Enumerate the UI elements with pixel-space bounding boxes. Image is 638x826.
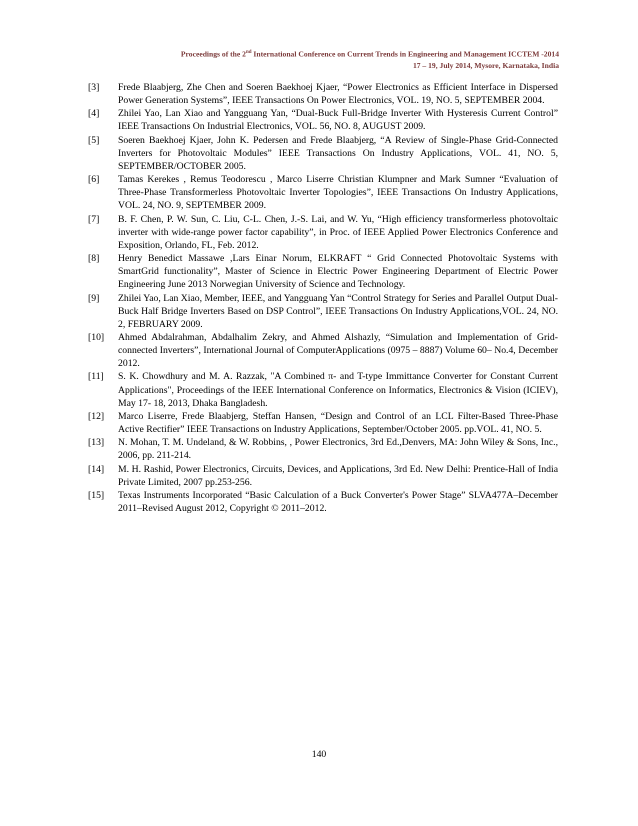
reference-text: S. K. Chowdhury and M. A. Razzak, "A Combined π- and T-type Immittance Converter for Constant Current Applications", Proceedings of the IEEE International Conference on Informatics, Electronics & Vision (ICIEV), May 17- 18, 2013, Dhaka Bangladesh. bbox=[118, 371, 558, 409]
reference-number: [9] bbox=[88, 292, 100, 304]
reference-number: [4] bbox=[88, 108, 100, 120]
reference-text: M. H. Rashid, Power Electronics, Circuits, Devices, and Applications, 3rd Ed. New Delhi: Prentice-Hall of India Private Limited, 2007 pp.253-256. bbox=[118, 463, 558, 488]
reference-number: [11] bbox=[88, 371, 104, 383]
reference-item bbox=[88, 107, 558, 133]
reference-item bbox=[88, 410, 558, 436]
reference-text: N. Mohan, T. M. Undeland, & W. Robbins, , Power Electronics, 3rd Ed.,Denvers, MA: John Wiley & Sons, Inc., 2006, pp. 211-214. bbox=[118, 437, 558, 462]
reference-item bbox=[88, 370, 558, 409]
reference-item bbox=[88, 213, 558, 252]
reference-text: Texas Instruments Incorporated “Basic Calculation of a Buck Converter's Power Stage” SLVA477A–December 2011–Revised August 2012, Copyright © 2011–2012. bbox=[118, 489, 558, 514]
reference-item bbox=[88, 463, 558, 489]
reference-item bbox=[88, 173, 558, 212]
reference-list bbox=[88, 81, 558, 515]
reference-text: Frede Blaabjerg, Zhe Chen and Soeren Baekhoej Kjaer, “Power Electronics as Efficient Interface in Dispersed Power Generation Systems”, IEEE Transactions On Power Electronics, VOL. 19, NO. 5, SEPTEMBER 2004. bbox=[118, 82, 558, 107]
reference-text: B. F. Chen, P. W. Sun, C. Liu, C-L. Chen, J.-S. Lai, and W. Yu, “High efficiency transformerless photovoltaic inverter with wide-range power factor capability”, in Proc. of IEEE Applied Power Electronics Conference and Exposition, Orlando, FL, Feb. 2012. bbox=[118, 213, 558, 251]
reference-item bbox=[88, 489, 558, 515]
reference-number: [7] bbox=[88, 213, 100, 225]
reference-text: Marco Liserre, Frede Blaabjerg, Steffan Hansen, “Design and Control of an LCL Filter-Based Three-Phase Active Rectifier” IEEE Transactions on Industry Applications, September/October 2005. pp.VOL. 41, NO. 5. bbox=[118, 410, 558, 436]
reference-text: Zhilei Yao, Lan Xiao, Member, IEEE, and Yangguang Yan “Control Strategy for Series and Parallel Output Dual-Buck Half Bridge Inverters Based on DSP Control”, IEEE Transactions On Industry Applications,VOL. 24, NO. 2, FEBRUARY 2009. bbox=[118, 292, 558, 330]
reference-number: [8] bbox=[88, 253, 100, 265]
page-number: 140 bbox=[311, 749, 327, 760]
reference-text: Tamas Kerekes , Remus Teodorescu , Marco Liserre Christian Klumpner and Mark Sumner “Evaluation of Three-Phase Transformerless Photovoltaic Inverter Topologies”, IEEE Transactions On Industry Applications, VOL. 24, NO. 9, SEPTEMBER 2009. bbox=[118, 174, 558, 212]
reference-number: [13] bbox=[88, 437, 105, 449]
reference-number: [10] bbox=[88, 331, 105, 343]
reference-number: [3] bbox=[88, 82, 100, 93]
reference-text: Zhilei Yao, Lan Xiao and Yangguang Yan, “Dual-Buck Full-Bridge Inverter With Hysteresis Current Control” IEEE Transactions On Industrial Electronics, VOL. 56, NO. 8, AUGUST 2009. bbox=[118, 108, 558, 133]
reference-number: [12] bbox=[88, 410, 105, 422]
reference-number: [6] bbox=[88, 174, 100, 186]
reference-item bbox=[88, 134, 558, 173]
reference-item bbox=[88, 81, 558, 107]
reference-number: [14] bbox=[88, 463, 105, 475]
header-line-1: Proceedings of the 2nd International Conference on Current Trends in Engineering and Management ICCTEM -2014 bbox=[180, 49, 559, 59]
reference-text: Ahmed Abdalrahman, Abdalhalim Zekry, and Ahmed Alshazly, “Simulation and Implementation of Grid-connected Inverters”, International Journal of ComputerApplications (0975 – 8887) Volume 60– No.4, December 2012. bbox=[118, 331, 558, 370]
reference-text: Henry Benedict Massawe ,Lars Einar Norum, ELKRAFT “ Grid Connected Photovoltaic Systems with SmartGrid functionality”, Master of Science in Electric Power Engineering Department of Electric Power Engineering June 2013 Norwegian University of Science and Technology. bbox=[118, 253, 558, 291]
running-header bbox=[59, 47, 559, 71]
reference-text: Soeren Baekhoej Kjaer, John K. Pedersen and Frede Blaabjerg, “A Review of Single-Phase Grid-Connected Inverters for Photovoltaic Modules” IEEE Transactions On Industry Applications, VOL. 41, NO. 5, SEPTEMBER/OCTOBER 2005. bbox=[118, 134, 558, 172]
reference-item bbox=[88, 252, 558, 291]
reference-number: [5] bbox=[88, 134, 100, 146]
reference-item bbox=[88, 292, 558, 331]
reference-item bbox=[88, 331, 558, 370]
reference-item bbox=[88, 436, 558, 462]
reference-number: [15] bbox=[88, 489, 105, 501]
header-line-2: 17 – 19, July 2014, Mysore, Karnataka, India bbox=[412, 60, 559, 70]
